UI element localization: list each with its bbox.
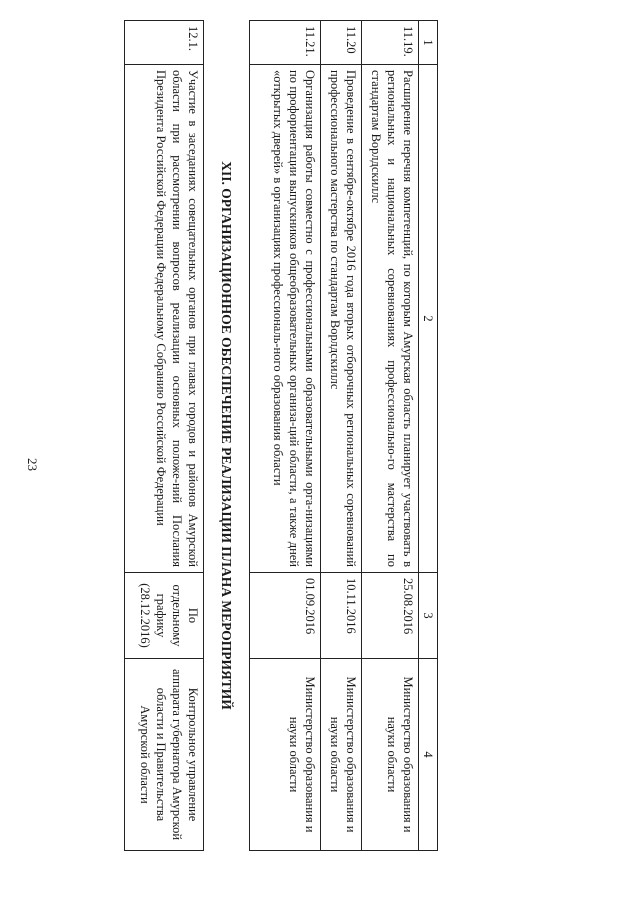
column-header: 1 <box>419 21 438 65</box>
row-responsible: Контрольное управление аппарата губернатора Амурской области и Правительства Амурской области <box>124 659 203 851</box>
rotated-table-container <box>18 20 438 850</box>
row-number: 11.20 <box>321 21 362 65</box>
row-responsible: Министерство образования и науки области <box>362 659 419 851</box>
row-description: Расширение перечня компетенций, по которым Амурская область планирует участвовать в региональных и национальных соревнованиях профессионально-го мастерства по стандартам Ворлдскиллс <box>362 65 419 573</box>
row-deadline: 25.08.2016 <box>362 573 419 659</box>
row-description: Проведение в сентябре-октябре 2016 года вторых отборочных региональных соревнований профессионального мастерства по стандартам Ворлдскиллс <box>321 65 362 573</box>
row-description: Организация работы совместно с профессиональными образовательными орга-низациями по профориентации выпускников общеобразовательных организа-ций области, а также дней «открытых дверей» в организациях профессиональ-ного образования области <box>250 65 321 573</box>
row-deadline: По отдельному графику (28.12.2016) <box>124 573 203 659</box>
column-header: 3 <box>419 573 438 659</box>
row-responsible: Министерство образования и науки области <box>250 659 321 851</box>
row-deadline: 01.09.2016 <box>250 573 321 659</box>
row-deadline: 10.11.2016 <box>321 573 362 659</box>
column-header: 2 <box>419 65 438 573</box>
table-row <box>321 21 362 851</box>
row-number: 12.1. <box>124 21 203 65</box>
row-responsible: Министерство образования и науки области <box>321 659 362 851</box>
plan-table <box>124 20 438 851</box>
table-header-row <box>419 21 438 851</box>
table-row <box>124 21 203 851</box>
column-header: 4 <box>419 659 438 851</box>
table-row <box>362 21 419 851</box>
row-number: 11.19. <box>362 21 419 65</box>
section-heading-row <box>203 21 249 851</box>
section-title: XII. ОРГАНИЗАЦИОННОЕ ОБЕСПЕЧЕНИЕ РЕАЛИЗАЦИИ ПЛАНА МЕРОПРИЯТИЙ <box>203 21 249 851</box>
page-number: 23 <box>25 458 40 471</box>
row-description: Участие в заседаниях совещательных органов при главах городов и районов Амурской области при рассмотрении вопросов реализации основных положе-ний Послания Президента Российской Федерации Федеральному Собранию Российской Федерации <box>124 65 203 573</box>
row-number: 11.21. <box>250 21 321 65</box>
table-row <box>250 21 321 851</box>
